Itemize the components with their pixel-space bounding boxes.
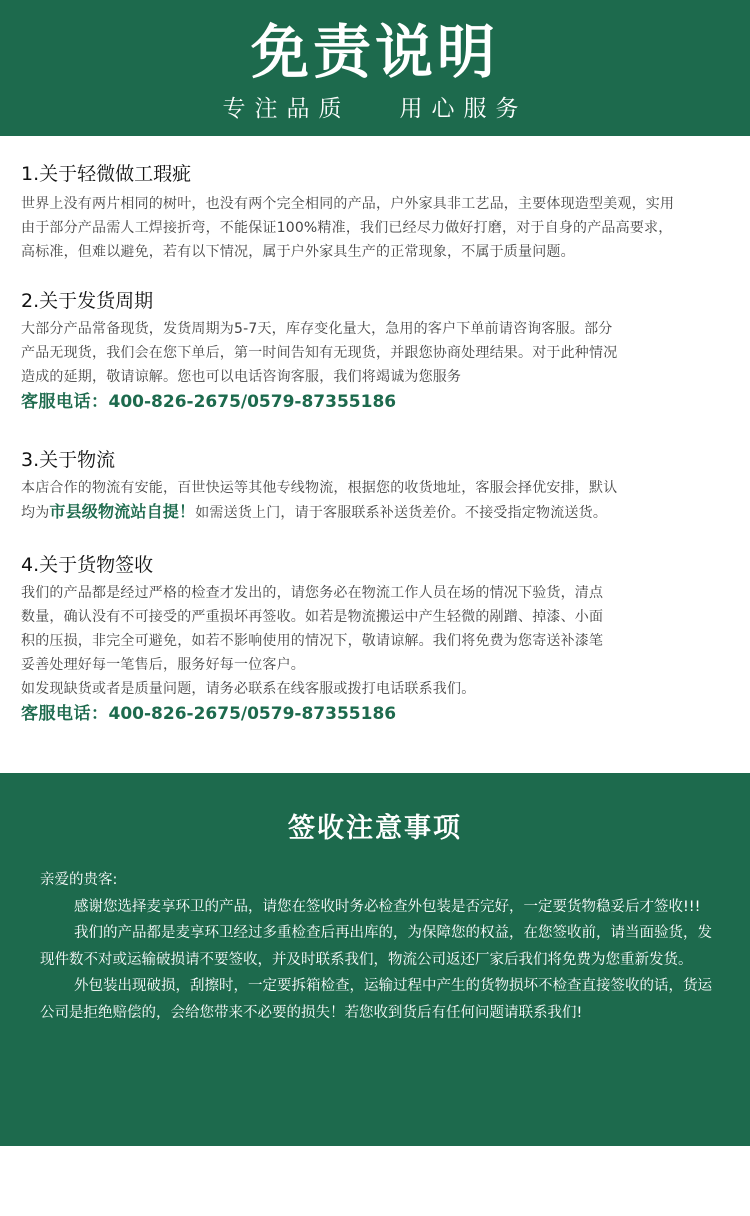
phone-number: 400-826-2675/0579-87355186 xyxy=(108,392,397,412)
body-line: 我们的产品都是经过严格的检查才发出的，请您务必在物流工作人员在场的情况下验货，清点 xyxy=(21,585,604,601)
body-line: 造成的延期，敬请谅解。您也可以电话咨询客服，我们将竭诚为您服务 xyxy=(21,369,462,385)
notice-greeting: 亲爱的贵客: xyxy=(40,872,118,888)
notice-paragraph: 感谢您选择麦享环卫的产品，请您在签收时务必检查外包装是否完好，一定要货物稳妥后才签收!!! xyxy=(74,898,701,915)
section-body xyxy=(21,581,733,701)
page-subtitle: 专注品质 用心服务 xyxy=(222,96,528,122)
section-logistics xyxy=(21,446,733,525)
receipt-notice-panel xyxy=(0,773,750,1146)
body-text: 均为 xyxy=(21,505,50,521)
header-banner xyxy=(0,0,750,136)
body-line: 如发现缺货或者是质量问题，请务必联系在线客服或拨打电话联系我们。 xyxy=(21,681,476,697)
body-line: 大部分产品常备现货，发货周期为5-7天，库存变化量大，急用的客户下单前请咨询客服。部分 xyxy=(21,321,613,337)
phone-label: 客服电话： xyxy=(21,704,109,724)
pickup-highlight: 市县级物流站自提！ xyxy=(49,502,196,521)
section-heading: 1.关于轻微做工瑕疵 xyxy=(21,163,192,185)
section-body xyxy=(21,476,733,525)
body-line: 世界上没有两片相同的树叶，也没有两个完全相同的产品，户外家具非工艺品，主要体现造型美观，实用 xyxy=(21,196,675,212)
phone-label: 客服电话： xyxy=(21,392,109,412)
notice-paragraph: 外包装出现破损，刮擦时，一定要拆箱检查，运输过程中产生的货物损坏不检查直接签收的话，货运公司是拒绝赔偿的，会给您带来不必要的损失！若您收到货后有任何问题请联系我们! xyxy=(40,978,712,1021)
section-heading: 2.关于发货周期 xyxy=(21,290,154,312)
customer-service-phone xyxy=(21,389,733,415)
section-workmanship xyxy=(21,160,733,264)
section-body xyxy=(21,317,733,389)
body-line: 数量，确认没有不可接受的严重损坏再签收。如若是物流搬运中产生轻微的剐蹭、掉漆、小面 xyxy=(21,609,604,625)
body-line: 妥善处理好每一笔售后，服务好每一位客户。 xyxy=(21,657,305,673)
notice-content xyxy=(40,867,712,1026)
section-receipt xyxy=(21,551,733,727)
body-line: 本店合作的物流有安能，百世快运等其他专线物流，根据您的收货地址，客服会择优安排，默认 xyxy=(21,480,618,496)
notice-title: 签收注意事项 xyxy=(288,813,462,844)
section-heading: 3.关于物流 xyxy=(21,449,116,471)
body-line: 积的压损，非完全可避免，如若不影响使用的情况下，敬请谅解。我们将免费为您寄送补漆笔 xyxy=(21,633,604,649)
phone-number: 400-826-2675/0579-87355186 xyxy=(108,704,397,724)
page-title: 免责说明 xyxy=(250,18,499,86)
section-shipping-period xyxy=(21,287,733,415)
notice-paragraph: 我们的产品都是麦享环卫经过多重检查后再出库的，为保障您的权益，在您签收前，请当面验货，发现件数不对或运输破损请不要签收，并及时联系我们，物流公司返还厂家后我们将免费为您重新发货。 xyxy=(40,925,712,968)
body-text: 如需送货上门，请于客服联系补送货差价。不接受指定物流送货。 xyxy=(195,505,608,521)
body-line: 高标准，但难以避免，若有以下情况，属于户外家具生产的正常现象，不属于质量问题。 xyxy=(21,244,575,260)
section-body xyxy=(21,192,733,264)
section-heading: 4.关于货物签收 xyxy=(21,554,154,576)
customer-service-phone xyxy=(21,701,733,727)
body-line: 产品无现货，我们会在您下单后，第一时间告知有无现货，并跟您协商处理结果。对于此种情况 xyxy=(21,345,618,361)
body-line xyxy=(21,500,733,525)
body-line: 由于部分产品需人工焊接折弯，不能保证100%精准，我们已经尽力做好打磨，对于自身的产品高要求， xyxy=(21,220,673,236)
